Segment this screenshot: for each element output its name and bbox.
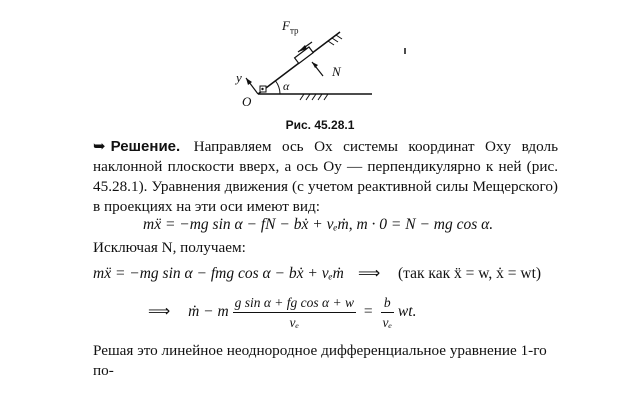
equation-3-right-numerator: b: [381, 294, 395, 313]
equation-3-fraction: [233, 294, 356, 331]
equation-3-lhs: ṁ − m: [188, 303, 229, 320]
equation-3-tail: wt.: [397, 303, 417, 320]
equation-3-numerator: g sin α + fg cos α + w: [233, 294, 356, 313]
angle-label: α: [283, 79, 290, 93]
inclined-plane-figure: [222, 8, 422, 118]
equation-3-right-fraction: [381, 294, 395, 331]
solution-paragraph-3-cut: [93, 339, 563, 379]
friction-subscript: тр: [289, 25, 299, 36]
solution-heading: Решение.: [110, 138, 181, 155]
equation-3-implies: ⟹: [148, 303, 171, 320]
friction-force-label: [282, 18, 299, 36]
y-axis-label: y: [236, 70, 242, 85]
solution-paragraph-1: [93, 136, 558, 217]
equation-1: mẍ = −mg sin α − fN − bẋ + vₑṁ, m · 0 = N − mg cos α.: [143, 216, 494, 233]
inclined-plane-diagram: [222, 8, 422, 118]
paragraph-1-text: Направляем ось Ox системы координат Oxy вдоль наклонной плоскости вверх, а ось Oy — перпендикулярно к ней (рис. 45.28.1). Уравнения движения (с учетом реактивной силы Мещерского) в проекциях на эти оси имеют вид:: [93, 138, 559, 215]
friction-symbol: F: [282, 18, 290, 33]
normal-symbol: N: [332, 64, 341, 79]
equation-3: [148, 292, 416, 332]
equation-3-equals: =: [363, 303, 373, 320]
equation-3-denominator: vₑ: [289, 314, 300, 330]
normal-force-label: [332, 64, 341, 80]
solution-paragraph-2: Исключая N, получаем:: [93, 239, 246, 256]
figure-caption: Рис. 45.28.1: [285, 118, 355, 132]
paragraph-3-text: Решая это линейное неоднородное дифференциальное уравнение 1-го по-: [93, 342, 547, 379]
equation-2-left: mẍ = −mg sin α − fmg cos α − bẋ + vₑṁ: [93, 265, 344, 282]
equation-2-implies: ⟹: [358, 265, 381, 282]
origin-label: O: [242, 94, 252, 109]
equation-3-right-denominator: vₑ: [382, 314, 393, 330]
solution-arrow-icon: ➥: [93, 137, 106, 155]
equation-2-condition: (так как ẍ = w, ẋ = wt): [398, 265, 542, 282]
